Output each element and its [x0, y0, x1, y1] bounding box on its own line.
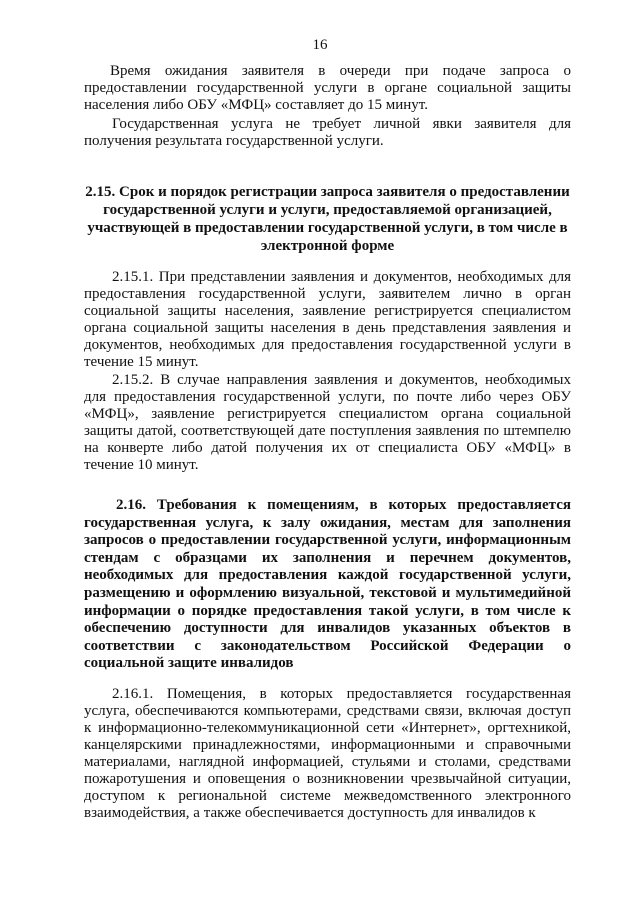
section-2-16-body [84, 686, 571, 822]
section-2-15-heading: 2.15. Срок и порядок регистрации запроса заявителя о предоставлении государственной услуги и услуги, предоставляемой организацией, участвующей в предоставлении государственной услуги, в том числе в электронной форме [85, 184, 570, 254]
section-2-16-heading: 2.16. Требования к помещениям, в которых предоставляется государственная услуга, к залу ожидания, местам для заполнения запросов о предоставлении государственной услуги, информационным стендам с образцами их заполнения и перечнем документов, необходимых для предоставления каждой государственной услуги, размещению и оформлению визуальной, текстовой и мультимедийной информации о порядке предоставления такой услуги, в том числе к обеспечению доступности для инвалидов указанных объектов в соответствии с законодательством Российской Федерации о социальной защите инвалидов [84, 497, 571, 672]
paragraph-2-15-1: 2.15.1. При представлении заявления и документов, необходимых для предоставления государственной услуги, заявителем лично в орган социальной защиты населения, заявление регистрируется специалистом органа социальной защиты населения в день представления заявления и документов, необходимых для предоставления государственной услуги в течение 15 минут. [84, 269, 571, 370]
paragraph-2-16-1: 2.16.1. Помещения, в которых предоставляется государственная услуга, обеспечиваются компьютерами, средствами связи, включая доступ к информационно-телекоммуникационной сети «Интернет», оргтехникой, канцелярскими принадлежностями, информационными и справочными материалами, наглядной информацией, стульями и столами, средствами пожаротушения и оповещения о возникновении чрезвычайной ситуации, доступом к региональной системе межведомственного электронного взаимодействия, а также обеспечивается доступность для инвалидов к [84, 686, 571, 821]
waiting-time-paragraph: Время ожидания заявителя в очереди при подаче запроса о предоставлении государственной услуги в органе социальной защиты населения либо ОБУ «МФЦ» составляет до 15 минут. [84, 63, 571, 113]
no-personal-visit-paragraph: Государственная услуга не требует личной явки заявителя для получения результата государственной услуги. [84, 116, 571, 149]
section-2-15-body [84, 269, 571, 474]
section-2-15 [84, 183, 571, 255]
paragraph-2-15-2: 2.15.2. В случае направления заявления и документов, необходимых для предоставления государственной услуги, по почте либо через ОБУ «МФЦ», заявление регистрируется специалистом органа социальной защиты датой, соответствующей дате поступления заявления по штемпелю на конверте либо датой получения их от специалиста ОБУ «МФЦ» в течение 10 минут. [84, 372, 571, 473]
section-2-16 [84, 497, 571, 673]
top-text-block [84, 63, 571, 150]
page-number: 16 [312, 37, 328, 53]
